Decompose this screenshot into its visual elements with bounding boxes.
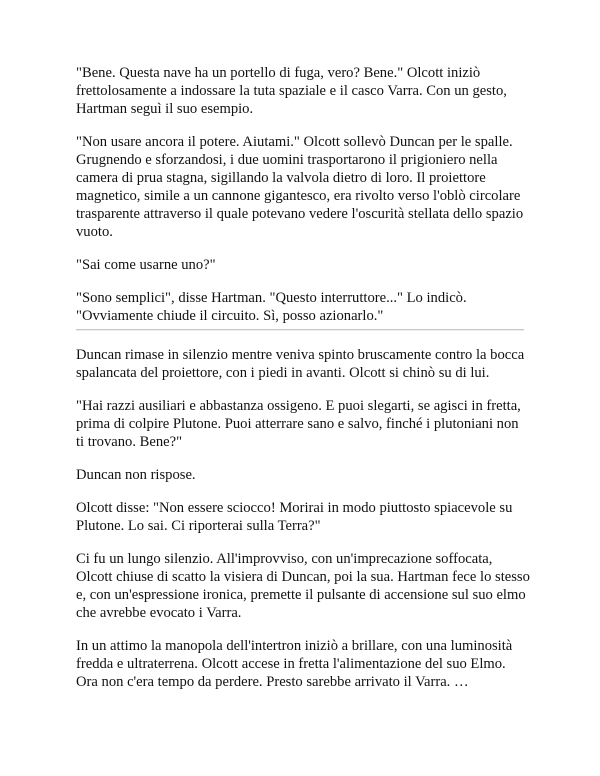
section-1 (76, 64, 530, 325)
paragraph: "Bene. Questa nave ha un portello di fuga, vero? Bene." Olcott iniziò frettolosamente a indossare la tuta spaziale e il casco Varra. Con un gesto, Hartman seguì il suo esempio. (76, 65, 507, 117)
paragraph: Duncan non rispose. (76, 467, 196, 483)
paragraph: In un attimo la manopola dell'intertron iniziò a brillare, con una luminosità fredda e ultraterrena. Olcott accese in fretta l'alimentazione del suo Elmo. Ora non c'era tempo da perdere. Presto sarebbe arrivato il Varra. … (76, 638, 513, 690)
paragraph: "Non usare ancora il potere. Aiutami." Olcott sollevò Duncan per le spalle. Grugnendo e sforzandosi, i due uomini trasportarono il prigioniero nella camera di prua stagna, sigillando la valvola dietro di loro. Il proiettore magnetico, simile a un cannone gigantesco, era rivolto verso l'oblò circolare trasparente attraverso il quale potevano vedere l'oscurità stellata dello spazio vuoto. (76, 134, 524, 240)
paragraph: "Hai razzi ausiliari e abbastanza ossigeno. E puoi slegarti, se agisci in fretta, prima di colpire Plutone. Puoi atterrare sano e salvo, finché i plutoniani non ti trovano. Bene?" (76, 398, 521, 450)
document-page (76, 64, 530, 706)
paragraph: Duncan rimase in silenzio mentre veniva spinto bruscamente contro la bocca spalancata del proiettore, con i piedi in avanti. Olcott si chinò su di lui. (76, 347, 525, 381)
paragraph: Ci fu un lungo silenzio. All'improvviso, con un'imprecazione soffocata, Olcott chiuse di scatto la visiera di Duncan, poi la sua. Hartman fece lo stesso e, con un'espressione ironica, premette il pulsante di accensione sul suo elmo che avrebbe evocato i Varra. (76, 551, 530, 621)
paragraph: "Sono semplici", disse Hartman. "Questo interruttore..." Lo indicò. "Ovviamente chiude il circuito. Sì, posso azionarlo." (76, 290, 467, 324)
paragraph: "Sai come usarne uno?" (76, 257, 216, 273)
section-2 (76, 346, 530, 691)
paragraph: Olcott disse: "Non essere sciocco! Morirai in modo piuttosto spiacevole su Plutone. Lo sai. Ci riporterai sulla Terra?" (76, 500, 513, 534)
section-divider (76, 329, 524, 331)
